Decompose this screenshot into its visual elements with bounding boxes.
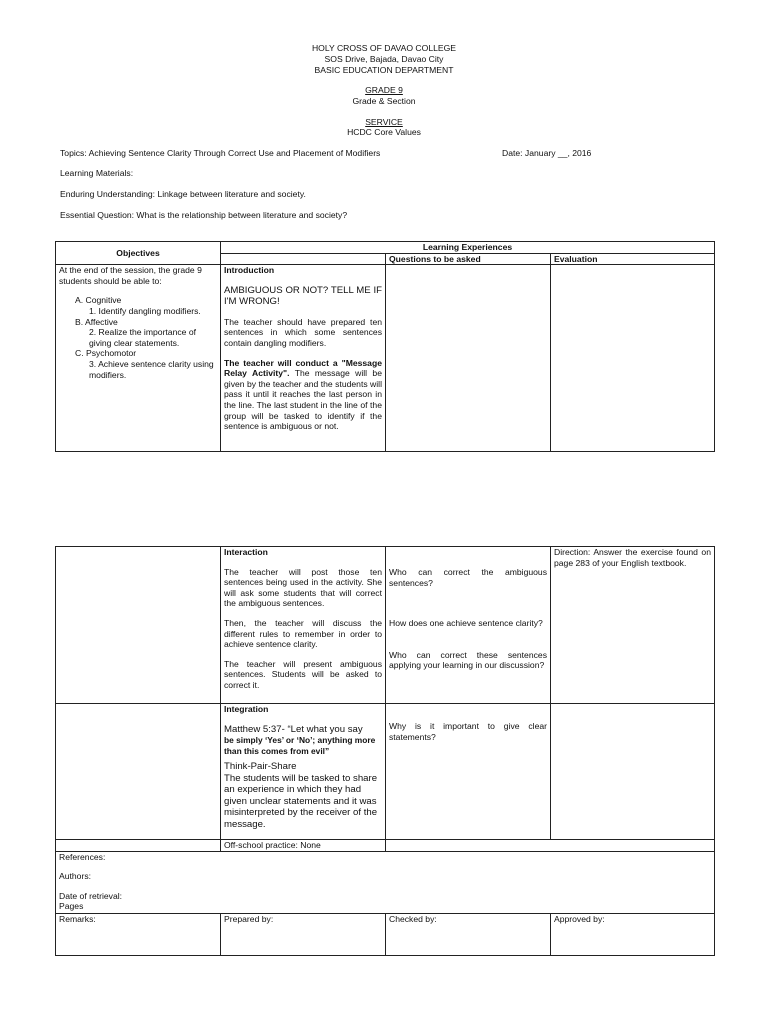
checked-by-cell: Checked by: — [386, 913, 551, 955]
introduction-title: Introduction — [224, 265, 275, 276]
references-cell — [56, 851, 715, 913]
grade-caption: Grade & Section — [352, 96, 416, 106]
question-2: How does one achieve sentence clarity? — [389, 618, 543, 629]
think-pair-share-title: Think-Pair-Share — [224, 761, 297, 773]
essential-question: Essential Question: What is the relationship between literature and society? — [60, 210, 348, 220]
objective-3: 3. Achieve sentence clarity using modifiers. — [89, 358, 214, 380]
objectives-intro: At the end of the session, the grade 9 students should be able to: — [59, 265, 202, 286]
introduction-cell — [221, 265, 386, 452]
interaction-questions-cell — [386, 547, 551, 704]
school-address: SOS Drive, Bajada, Davao City — [324, 54, 444, 64]
authors-label: Authors: — [59, 871, 92, 882]
evaluation-header: Evaluation — [551, 253, 715, 265]
approved-by-cell: Approved by: — [551, 913, 715, 955]
objective-1: 1. Identify dangling modifiers. — [89, 305, 201, 316]
verse-reference: Matthew 5:37- “Let what you say — [224, 723, 363, 735]
verse-text: be simply ‘Yes’ or ‘No’; anything more than this comes from evil” — [224, 735, 376, 756]
lesson-plan-table-2 — [55, 546, 715, 956]
date-retrieval-label: Date of retrieval: — [59, 890, 123, 901]
department: BASIC EDUCATION DEPARTMENT — [314, 65, 454, 75]
question-3: Who can correct these sentences applying your learning in our discussion? — [389, 649, 547, 671]
off-school-practice: Off-school practice: None — [221, 840, 386, 852]
remarks-cell: Remarks: — [56, 913, 221, 955]
core-value: SERVICE — [365, 117, 403, 127]
lesson-plan-table-1 — [55, 241, 715, 452]
interaction-paragraph-1: The teacher will post those ten sentences being used in the activity. She will ask some students that will correct the ambiguous sentences. — [224, 566, 382, 609]
questions-header: Questions to be asked — [386, 253, 551, 265]
school-name: HOLY CROSS OF DAVAO COLLEGE — [311, 43, 457, 53]
learning-materials: Learning Materials: — [60, 168, 134, 178]
integration-title: Integration — [224, 704, 269, 714]
integration-questions-cell — [386, 704, 551, 840]
integration-cell — [221, 704, 386, 840]
learning-experiences-header: Learning Experiences — [221, 242, 715, 254]
date-line: Date: January __, 2016 — [502, 148, 592, 158]
objective-b: B. Affective — [75, 316, 118, 327]
intro-paragraph-2 — [224, 358, 382, 432]
evaluation-cell: Direction: Answer the exercise found on page 283 of your English textbook. — [551, 547, 715, 704]
interaction-paragraph-3: The teacher will present ambiguous sentences. Students will be asked to correct it. — [224, 658, 382, 690]
objectives-header: Objectives — [56, 242, 221, 265]
interaction-title: Interaction — [224, 547, 268, 557]
question-1: Who can correct the ambiguous sentences? — [389, 567, 547, 588]
prepared-by-cell: Prepared by: — [221, 913, 386, 955]
intro-paragraph-1: The teacher should have prepared ten sentences in which some sentences contain dangling modifiers. — [224, 316, 382, 348]
core-value-caption: HCDC Core Values — [347, 127, 421, 137]
interaction-paragraph-2: Then, the teacher will discuss the different rules to remember in order to achieve sentence clarity. — [224, 617, 382, 650]
intro-paragraph-2-bold: The teacher will conduct a "Message Relay Activity". — [224, 357, 382, 379]
intro-paragraph-2-rest: The message will be given by the teacher and the students will pass it until it reaches the last person in the line. The last student in the line of the group will be tasked to identify if the sentence is ambiguous or not. — [224, 368, 382, 432]
enduring-understanding: Enduring Understanding: Linkage between literature and society. — [60, 189, 306, 199]
interaction-cell — [221, 547, 386, 704]
objectives-cell — [56, 265, 221, 452]
references-label: References: — [59, 851, 106, 862]
pages-label: Pages — [59, 901, 84, 912]
objective-2: 2. Realize the importance of giving clear statements. — [89, 327, 197, 348]
objective-c: C. Psychomotor — [75, 348, 137, 359]
topics-line: Topics: Achieving Sentence Clarity Through Correct Use and Placement of Modifiers — [60, 148, 381, 158]
objective-a: A. Cognitive — [75, 295, 122, 306]
question-4: Why is it important to give clear statements? — [389, 721, 547, 742]
activity-title: AMBIGUOUS OR NOT? TELL ME IF I'M WRONG! — [224, 284, 382, 308]
think-pair-share-text: The students will be tasked to share an experience in which they had given unclear statements and it was misinterpreted by the receiver of the message. — [224, 772, 378, 830]
grade-value: GRADE 9 — [365, 85, 403, 95]
